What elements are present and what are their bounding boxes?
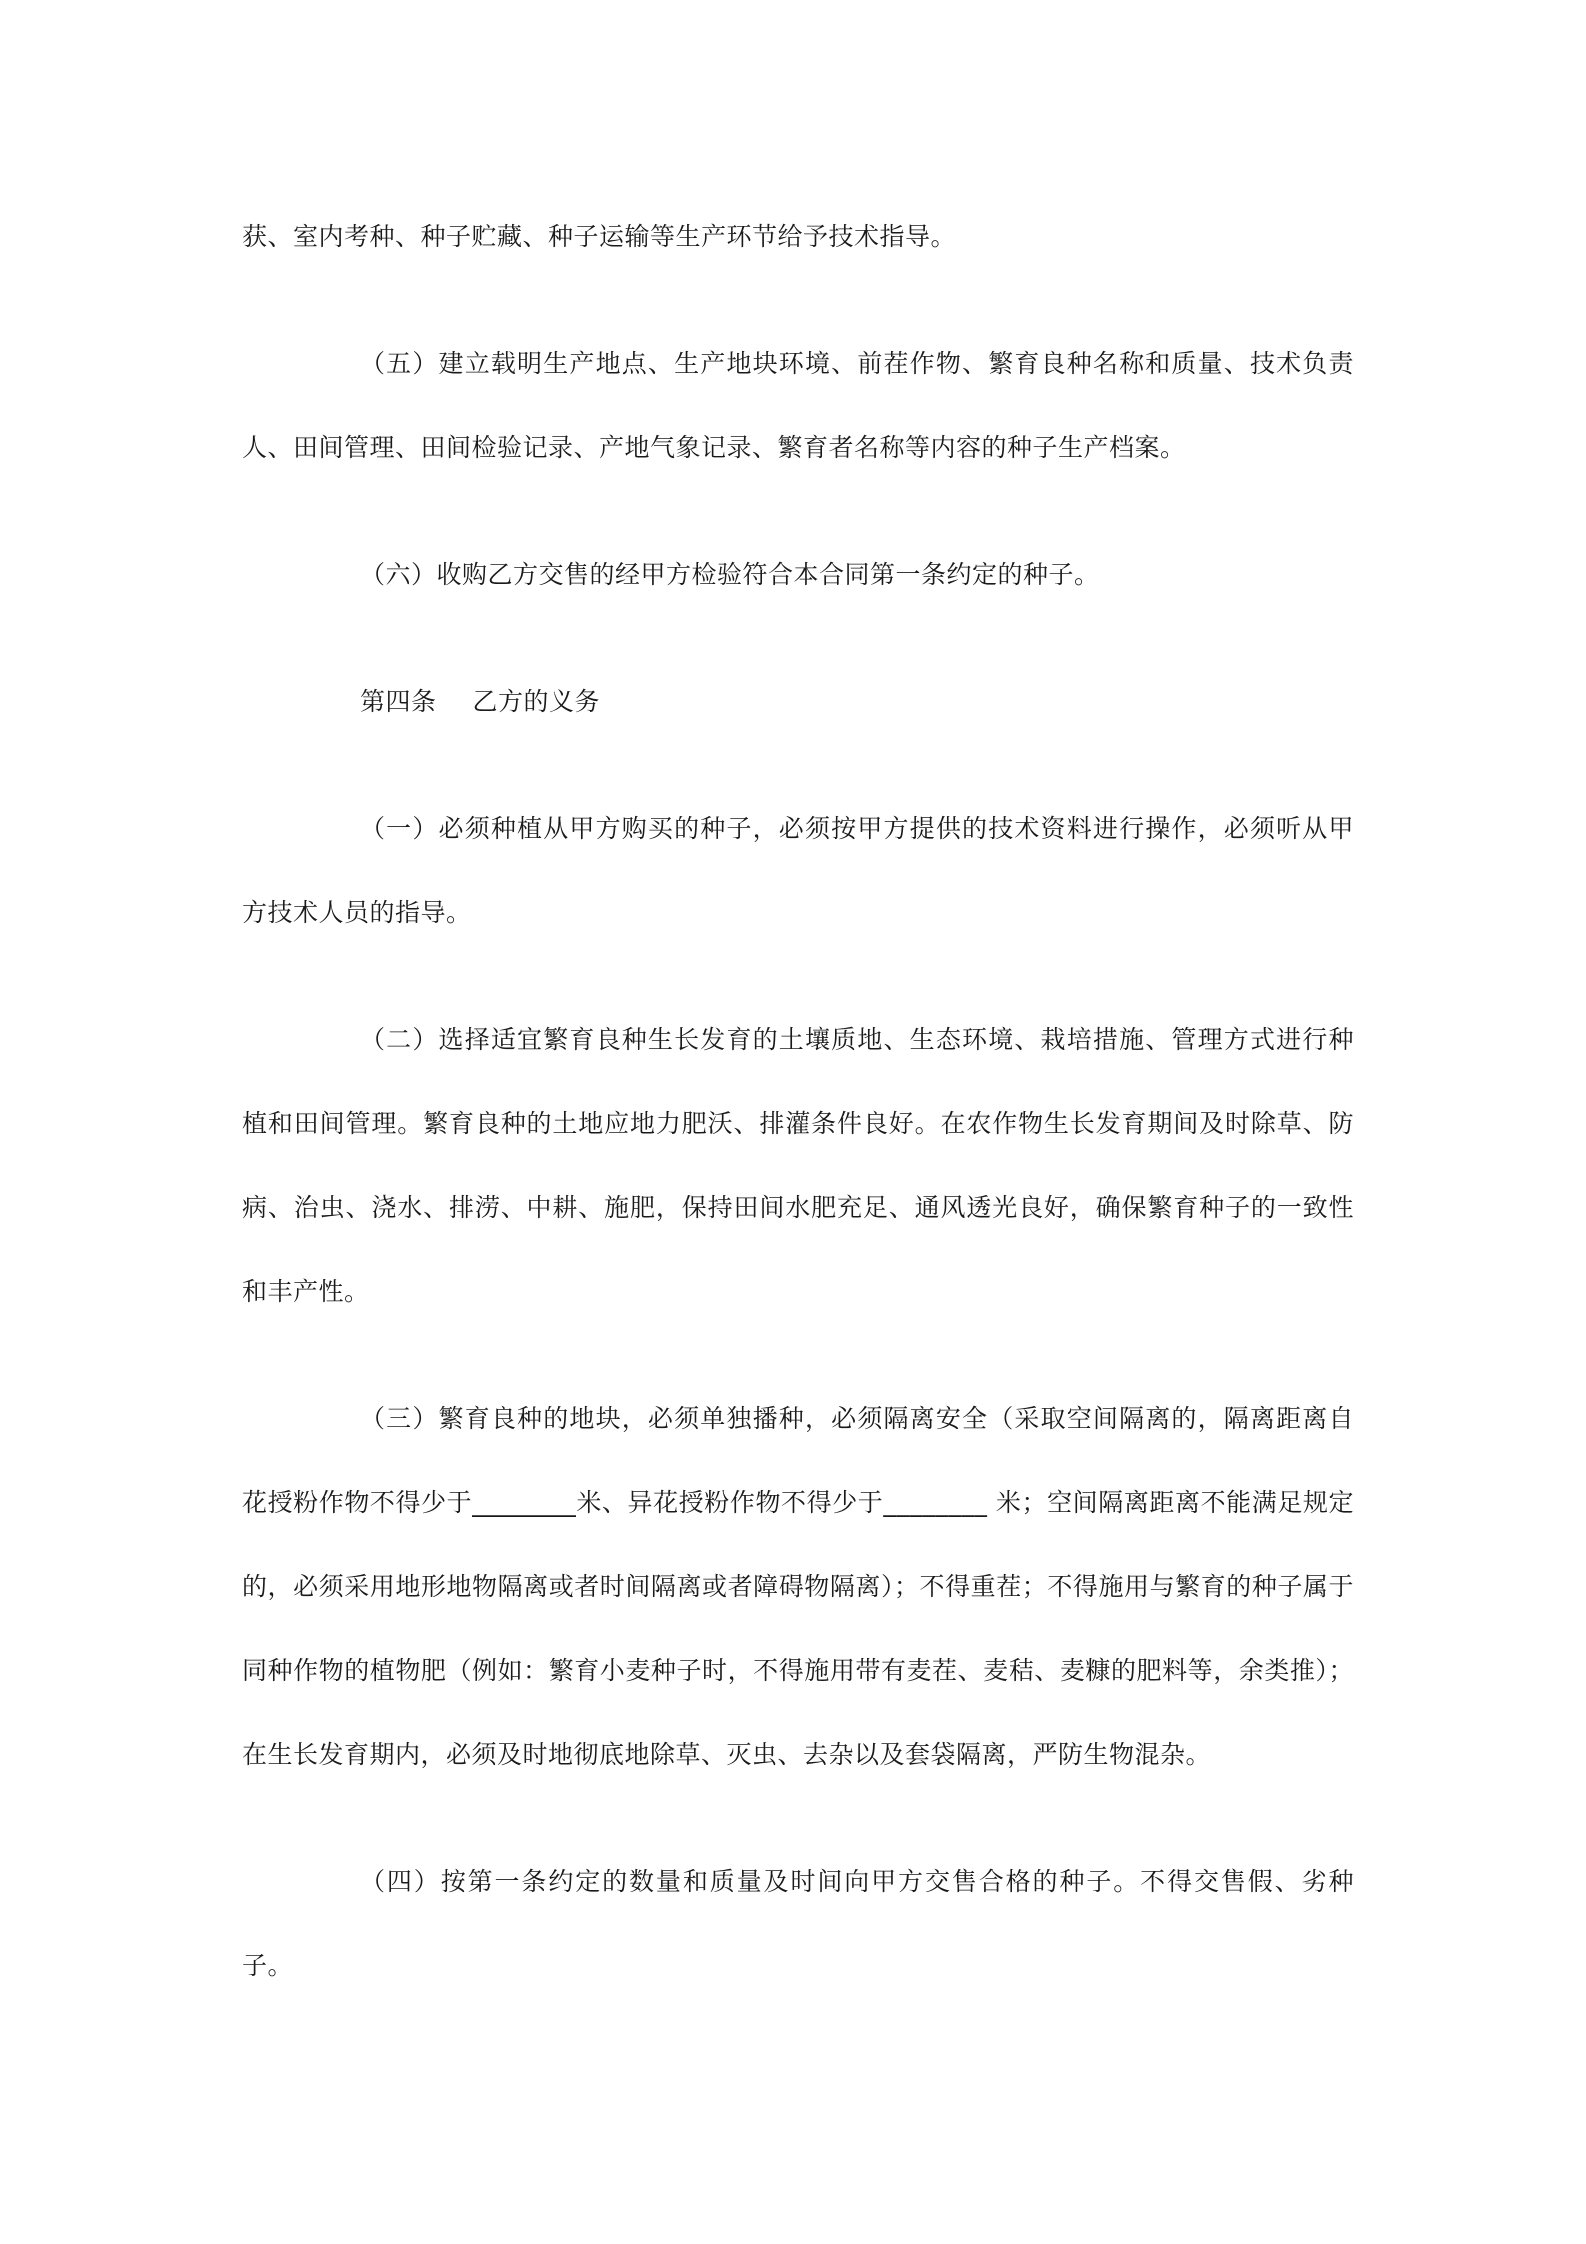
article-4-heading <box>242 660 1354 744</box>
document-page <box>242 195 1354 2051</box>
paragraph-continuation: 获、室内考种、种子贮藏、种子运输等生产环节给予技术指导。 <box>242 222 957 251</box>
article-4-item-4: （四）按第一条约定的数量和质量及时间向甲方交售合格的种子。不得交售假、劣种子。 <box>242 1867 1354 1980</box>
article-4-number: 第四条 <box>360 687 437 716</box>
article-4-title: 乙方的义务 <box>472 687 601 716</box>
paragraph-item-6: （六）收购乙方交售的经甲方检验符合本合同第一条约定的种子。 <box>360 560 1100 589</box>
article-4-item-1: （一）必须种植从甲方购买的种子，必须按甲方提供的技术资料进行操作，必须听从甲方技术人员的指导。 <box>242 814 1354 927</box>
article-4-item-2: （二）选择适宜繁育良种生长发育的土壤质地、生态环境、栽培措施、管理方式进行种植和田间管理。繁育良种的土地应地力肥沃、排灌条件良好。在农作物生长发育期间及时除草、防病、治虫、浇水、排涝、中耕、施肥，保持田间水肥充足、通风透光良好，确保繁育种子的一致性和丰产性。 <box>242 1025 1354 1306</box>
article-4-item-3: （三）繁育良种的地块，必须单独播种，必须隔离安全（采取空间隔离的，隔离距离自花授粉作物不得少于________米、异花授粉作物不得少于________ 米；空间隔离距离不能满足规定的，必须采用地形地物隔离或者时间隔离或者障碍物隔离）；不得重茬；不得施用与繁育的种子属于同种作物的植物肥（例如：繁育小麦种子时，不得施用带有麦茬、麦秸、麦糠的肥料等，余类推）；在生长发育期内，必须及时地彻底地除草、灭虫、去杂以及套袋隔离，严防生物混杂。 <box>242 1404 1354 1769</box>
paragraph-item-5: （五）建立载明生产地点、生产地块环境、前茬作物、繁育良种名称和质量、技术负责人、田间管理、田间检验记录、产地气象记录、繁育者名称等内容的种子生产档案。 <box>242 349 1354 462</box>
